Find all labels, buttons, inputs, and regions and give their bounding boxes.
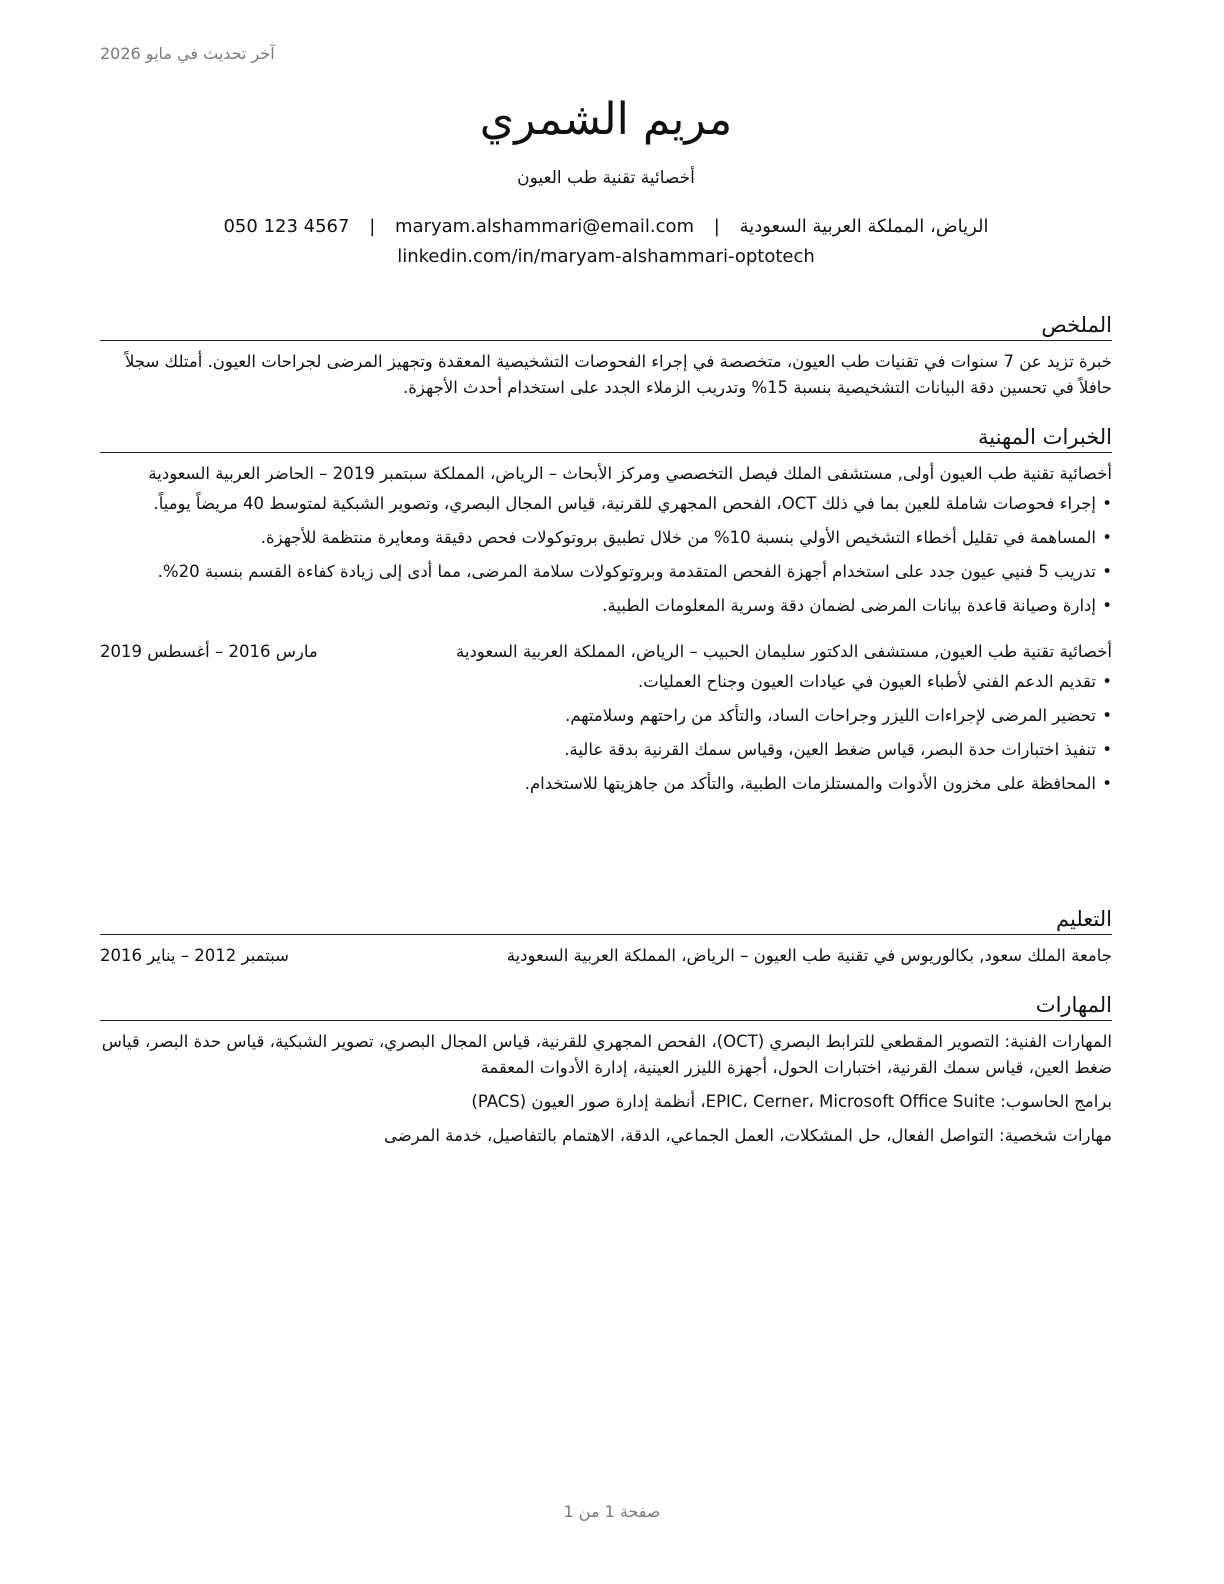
skills-technical: المهارات الفنية: التصوير المقطعي للترابط البصري (OCT)، الفحص المجهري للقرنية، قياس المجال البصري، تصوير الشبكية، قياس حدة البصر، قياس ضغط العين، قياس سمك القرنية، اختبارات الحول، أجهزة الليزر العينية، إدارة الأدوات المعقمة xyxy=(101,1032,1112,1077)
job-title-org: أخصائية تقنية طب العيون أولى, مستشفى الملك فيصل التخصصي ومركز الأبحاث – الرياض، المملكة سبتمبر 2019 – الحاضر العربية السعودية xyxy=(148,464,1112,483)
job-header xyxy=(100,639,1112,665)
education-section xyxy=(100,904,1112,969)
list-item: • تقديم الدعم الفني لأطباء العيون في عيادات العيون وجناح العمليات. xyxy=(100,669,1112,695)
education-heading: التعليم xyxy=(100,904,1112,935)
education-dates: سبتمبر 2012 – يناير 2016 xyxy=(100,946,289,965)
list-item: • إدارة وصيانة قاعدة بيانات المرضى لضمان دقة وسرية المعلومات الطبية. xyxy=(100,593,1112,619)
experience-section xyxy=(100,422,1112,805)
list-item: • تدريب 5 فنيي عيون جدد على استخدام أجهزة الفحص المتقدمة وبروتوكولات سلامة المرضى، مما أدى إلى زيادة كفاءة القسم بنسبة 20%. xyxy=(100,559,1112,585)
resume-page xyxy=(100,0,1112,1584)
job-dates: مارس 2016 – أغسطس 2019 xyxy=(100,642,318,661)
contact-linkedin[interactable]: linkedin.com/in/maryam-alshammari-optotech xyxy=(397,246,815,267)
candidate-title: أخصائية تقنية طب العيون xyxy=(517,168,695,188)
contact-email[interactable]: maryam.alshammari@email.com xyxy=(395,216,695,237)
job-title-org: أخصائية تقنية طب العيون, مستشفى الدكتور سليمان الحبيب – الرياض، المملكة العربية السعودية xyxy=(456,642,1112,661)
skills-soft: مهارات شخصية: التواصل الفعال، حل المشكلات، العمل الجماعي، الدقة، الاهتمام بالتفاصيل، خدمة المرضى xyxy=(383,1126,1112,1145)
experience-heading: الخبرات المهنية xyxy=(100,422,1112,453)
list-item: • المحافظة على مخزون الأدوات والمستلزمات الطبية، والتأكد من جاهزيتها للاستخدام. xyxy=(100,771,1112,797)
summary-text: خبرة تزيد عن 7 سنوات في تقنيات طب العيون، متخصصة في إجراء الفحوصات التشخيصية المعقدة وتجهيز المرضى لجراحات العيون. أمتلك سجلاً حافلاً في تحسين دقة البيانات التشخيصية بنسبة 15% وتدريب الزملاء الجدد على استخدام أحدث الأجهزة. xyxy=(124,352,1112,397)
candidate-name: مريم الشمري xyxy=(479,94,733,145)
job-entry xyxy=(100,639,1112,797)
list-item: • المساهمة في تقليل أخطاء التشخيص الأولي بنسبة 10% من خلال تطبيق بروتوكولات فحص دقيقة ومعايرة منتظمة للأجهزة. xyxy=(100,525,1112,551)
contact-phone: 050 123 4567 xyxy=(223,216,350,237)
education-degree: جامعة الملك سعود, بكالوريوس في تقنية طب العيون – الرياض، المملكة العربية السعودية xyxy=(506,946,1112,965)
skills-software: برامج الحاسوب: EPIC، Cerner، Microsoft Office Suite، أنظمة إدارة صور العيون (PACS) xyxy=(471,1092,1112,1111)
job-header xyxy=(100,461,1112,487)
contact-location: الرياض، المملكة العربية السعودية xyxy=(739,216,989,237)
education-entry xyxy=(100,943,1112,969)
skills-section xyxy=(100,990,1112,1157)
job-bullets xyxy=(100,491,1112,619)
list-item: • تحضير المرضى لإجراءات الليزر وجراحات الساد، والتأكد من راحتهم وسلامتهم. xyxy=(100,703,1112,729)
last-updated-note: آخر تحديث في مايو 2026 xyxy=(100,44,275,63)
contact-separator: | xyxy=(369,216,376,237)
summary-section xyxy=(100,310,1112,401)
job-bullets xyxy=(100,669,1112,797)
summary-heading: الملخص xyxy=(100,310,1112,341)
list-item: • إجراء فحوصات شاملة للعين بما في ذلك OCT، الفحص المجهري للقرنية، قياس المجال البصري، وتصوير الشبكية لمتوسط 40 مريضاً يومياً. xyxy=(100,491,1112,517)
skills-heading: المهارات xyxy=(100,990,1112,1021)
contact-line xyxy=(100,212,1112,272)
resume-header xyxy=(100,88,1112,272)
list-item: • تنفيذ اختبارات حدة البصر، قياس ضغط العين، وقياس سمك القرنية بدقة عالية. xyxy=(100,737,1112,763)
page-number: صفحة 1 من 1 xyxy=(563,1502,661,1521)
contact-separator: | xyxy=(713,216,720,237)
job-entry xyxy=(100,461,1112,619)
